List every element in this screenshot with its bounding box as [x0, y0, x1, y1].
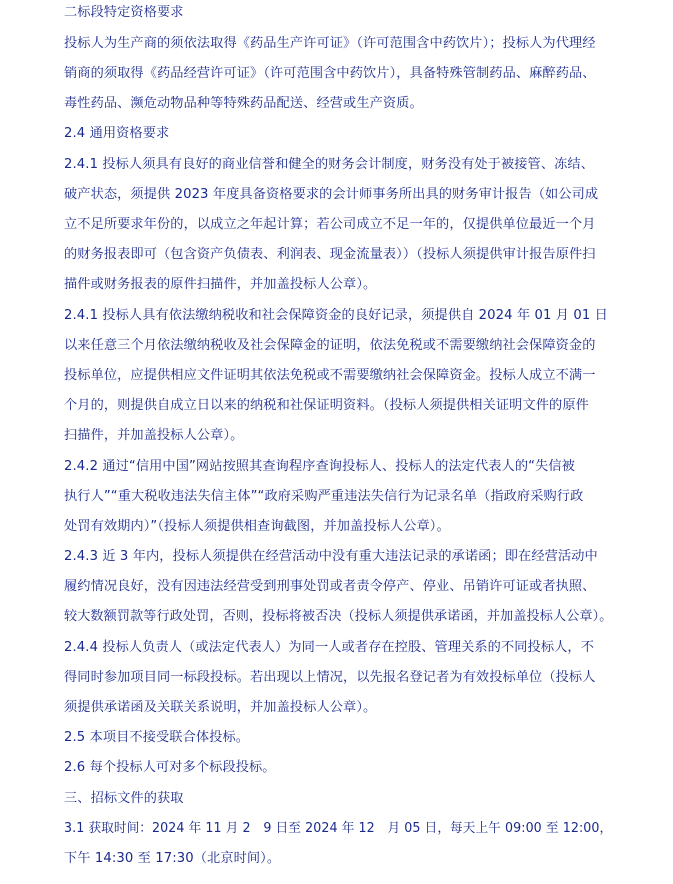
paragraph-line: 2.6 每个投标人可对多个标段投标。	[64, 760, 276, 775]
paragraph-line: 2.4.3 近 3 年内，投标人须提供在经营活动中没有重大违法记录的承诺函；即在经营活动中	[64, 549, 598, 564]
paragraph-line: 2.4.4 投标人负责人（或法定代表人）为同一人或者存在控股、管理关系的不同投标人，不	[64, 640, 594, 655]
paragraph-line: 投标单位，应提供相应文件证明其依法免税或不需要缴纳社会保障资金。投标人成立不满一	[64, 368, 596, 383]
heading-section-3-document-acquisition: 三、招标文件的获取	[64, 791, 184, 806]
paragraph-line: 履约情况良好，没有因违法经营受到刑事处罚或者责令停产、停业、吊销许可证或者执照、	[64, 579, 596, 594]
paragraph-line: 销商的须取得《药品经营许可证》（许可范围含中药饮片），具备特殊管制药品、麻醉药品、	[64, 66, 596, 81]
paragraph-line: 的财务报表即可（包含资产负债表、利润表、现金流量表））（投标人须提供审计报告原件扫	[64, 247, 596, 262]
paragraph-line: 以来任意三个月依法缴纳税收及社会保障金的证明，依法免税或不需要缴纳社会保障资金的	[64, 338, 596, 353]
heading-section-2-specific-requirements: 二标段特定资格要求	[64, 5, 184, 20]
paragraph-line: 个月的，则提供自成立日以来的纳税和社保证明资料。（投标人须提供相关证明文件的原件	[64, 398, 589, 413]
paragraph-line: 处罚有效期内）”（投标人须提供相查询截图，并加盖投标人公章）。	[64, 519, 450, 534]
paragraph-line: 执行人”“重大税收违法失信主体”“政府采购严重违法失信行为记录名单（指政府采购行政	[64, 489, 584, 504]
paragraph-line: 2.5 本项目不接受联合体投标。	[64, 730, 250, 745]
paragraph-line: 下午 14:30 至 17:30（北京时间）。	[64, 851, 281, 866]
paragraph-line: 扫描件，并加盖投标人公章）。	[64, 428, 244, 443]
paragraph-line: 须提供承诺函及关联关系说明，并加盖投标人公章）。	[64, 700, 377, 715]
paragraph-line: 2.4.1 投标人须具有良好的商业信誉和健全的财务会计制度，财务没有处于被接管、冻结、	[64, 157, 594, 172]
paragraph-line: 描件或财务报表的原件扫描件，并加盖投标人公章）。	[64, 277, 377, 292]
paragraph-line: 立不足所要求年份的，以成立之年起计算；若公司成立不足一年的，仅提供单位最近一个月	[64, 217, 596, 232]
paragraph-line: 毒性药品、濒危动物品种等特殊药品配送、经营或生产资质。	[64, 96, 423, 111]
paragraph-line: 得同时参加项目同一标段投标。若出现以上情况，以先报名登记者为有效投标单位（投标人	[64, 670, 596, 685]
paragraph-line: 破产状态，须提供 2023 年度具备资格要求的会计师事务所出具的财务审计报告（如公司成	[64, 187, 599, 202]
heading-2-4-general-requirements: 2.4 通用资格要求	[64, 126, 170, 141]
paragraph-line: 3.1 获取时间：2024 年 11 月 2 9 日至 2024 年 12 月 05 日，每天上午 09:00 至 12:00，	[64, 821, 613, 836]
paragraph-line: 2.4.2 通过“信用中国”网站按照其查询程序查询投标人、投标人的法定代表人的“失信被	[64, 459, 575, 474]
paragraph-line: 较大数额罚款等行政处罚，否则，投标将被否决（投标人须提供承诺函，并加盖投标人公章）。	[64, 609, 613, 624]
paragraph-line: 投标人为生产商的须依法取得《药品生产许可证》（许可范围含中药饮片）；投标人为代理经	[64, 36, 596, 51]
paragraph-line: 2.4.1 投标人具有依法缴纳税收和社会保障资金的良好记录，须提供自 2024 年 01 月 01 日	[64, 308, 608, 323]
